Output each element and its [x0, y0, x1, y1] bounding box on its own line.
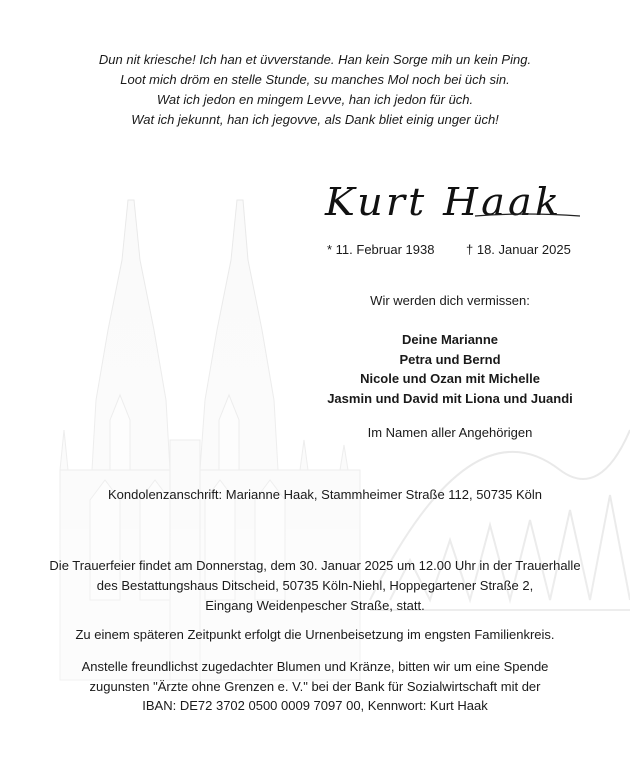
mourners-intro: Wir werden dich vermissen: [370, 293, 530, 308]
family-member: Jasmin und David mit Liona und Juandi [327, 390, 573, 406]
donation-line: IBAN: DE72 3702 0500 0009 7097 00, Kennwort: Kurt Haak [142, 698, 488, 713]
urn-burial-note [0, 625, 630, 645]
name-signature [325, 176, 585, 228]
family-member: Nicole und Ozan mit Michelle [360, 371, 540, 386]
funeral-info [0, 556, 630, 616]
death-date: † 18. Januar 2025 [466, 242, 571, 257]
donation-line: zugunsten "Ärzte ohne Grenzen e. V." bei der Bank für Sozialwirtschaft mit der [89, 678, 541, 694]
funeral-line: des Bestattungshaus Ditscheid, 50735 Köln-Niehl, Hoppegartener Straße 2, [96, 578, 534, 593]
signature-flourish [325, 176, 585, 228]
funeral-line: Die Trauerfeier findet am Donnerstag, dem 30. Januar 2025 um 12.00 Uhr in der Trauerhalle [49, 558, 581, 573]
mourners-closing: Im Namen aller Angehörigen [367, 425, 533, 440]
birth-date: * 11. Februar 1938 [327, 242, 435, 257]
poem [0, 50, 630, 130]
urn-line: Zu einem späteren Zeitpunkt erfolgt die Urnenbeisetzung im engsten Familienkreis. [75, 627, 555, 642]
donation-line: Anstelle freundlichst zugedachter Blumen und Kränze, bitten wir um eine Spende [81, 659, 549, 674]
poem-line: Dun nit kriesche! Ich han et üvverstande. Han kein Sorge mih un kein Ping. [98, 52, 532, 67]
family-member: Petra und Bernd [399, 351, 501, 367]
condolence-address: Kondolenzanschrift: Marianne Haak, Stammheimer Straße 112, 50735 Köln [107, 487, 543, 502]
deceased-name: Kurt Haak [325, 180, 563, 224]
poem-line: Wat ich jekunnt, han ich jegovve, als Dank bliet einig unger üch! [131, 112, 499, 127]
donation-info [0, 657, 630, 716]
funeral-line: Eingang Weidenpescher Straße, statt. [205, 598, 425, 613]
poem-line: Wat ich jedon en mingem Levve, han ich jedon für üch. [156, 92, 474, 107]
family-member: Deine Marianne [401, 332, 499, 347]
poem-line: Loot mich dröm en stelle Stunde, su manches Mol noch bei üch sin. [120, 72, 510, 87]
family-list [300, 330, 600, 408]
